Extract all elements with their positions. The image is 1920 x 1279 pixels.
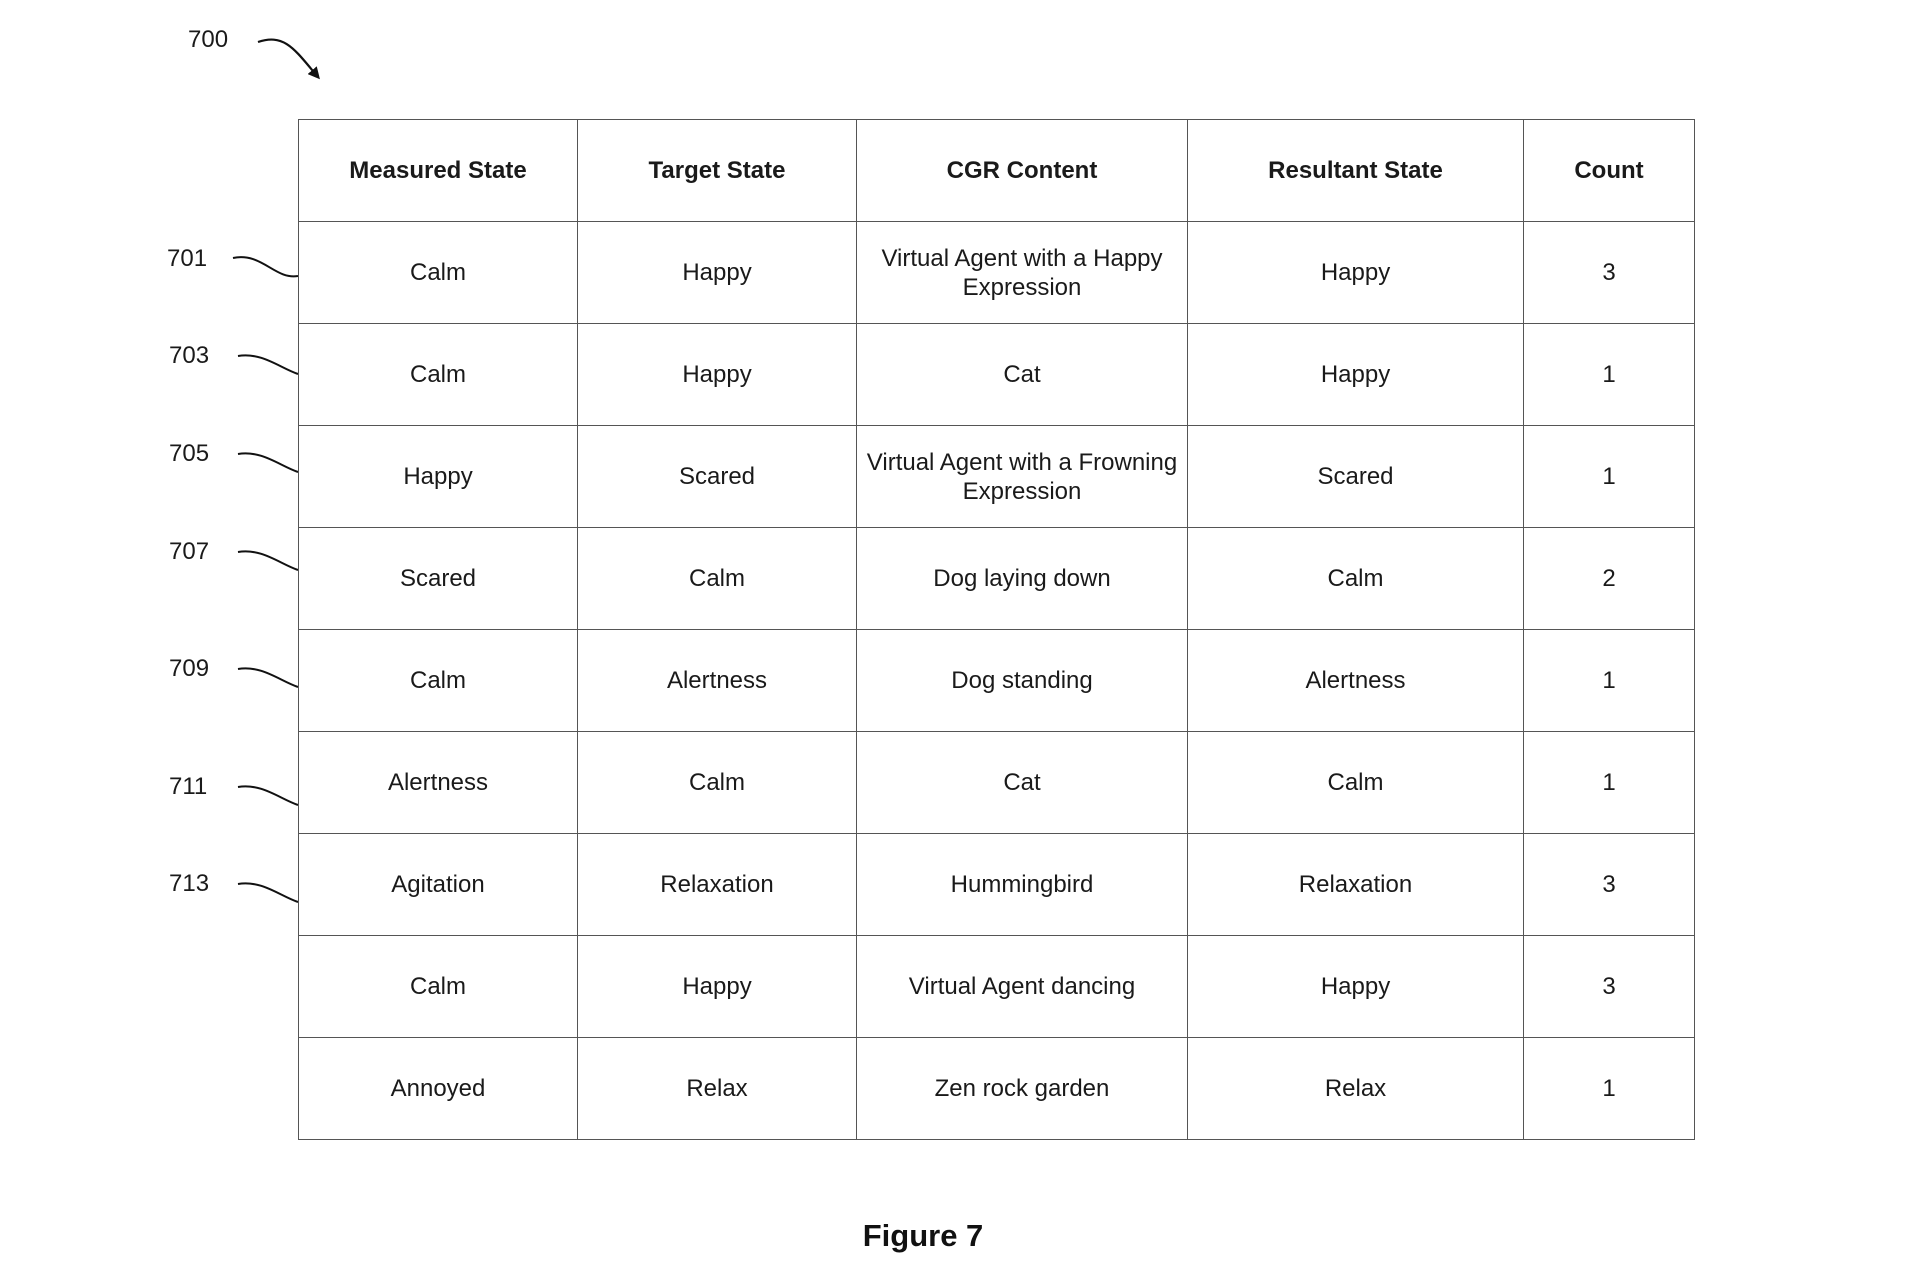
cgr-content-cell: Virtual Agent with a Happy Expression [857, 222, 1188, 324]
resultant-state-cell: Calm [1188, 528, 1524, 630]
measured-state-cell: Happy [299, 426, 578, 528]
resultant-state-cell: Relaxation [1188, 834, 1524, 936]
cgr-content-cell: Cat [857, 324, 1188, 426]
table-row [299, 222, 1695, 324]
row-reference-label: 709 [169, 655, 210, 682]
row-reference-label: 701 [167, 245, 208, 272]
count-cell: 1 [1524, 732, 1695, 834]
row-reference-label: 707 [169, 538, 210, 565]
measured-state-cell: Agitation [299, 834, 578, 936]
figure-reference-arrow [258, 40, 318, 77]
target-state-cell: Relax [578, 1038, 857, 1140]
table-row [299, 936, 1695, 1038]
figure-caption: Figure 7 [862, 1218, 984, 1253]
header-count: Count [1524, 120, 1695, 222]
resultant-state-cell: Alertness [1188, 630, 1524, 732]
measured-state-cell: Alertness [299, 732, 578, 834]
leader-line-705 [238, 453, 298, 472]
cgr-content-cell: Hummingbird [857, 834, 1188, 936]
measured-state-cell: Calm [299, 936, 578, 1038]
leader-line-707 [238, 551, 298, 570]
table-row [299, 426, 1695, 528]
leader-line-709 [238, 668, 298, 687]
resultant-state-cell: Relax [1188, 1038, 1524, 1140]
table-row [299, 528, 1695, 630]
figure-reference-label: 700 [188, 26, 229, 53]
count-cell: 1 [1524, 1038, 1695, 1140]
count-cell: 1 [1524, 426, 1695, 528]
row-reference-label: 703 [169, 342, 210, 369]
leader-line-703 [238, 355, 298, 374]
cgr-content-cell: Cat [857, 732, 1188, 834]
target-state-cell: Calm [578, 528, 857, 630]
count-cell: 1 [1524, 324, 1695, 426]
target-state-cell: Happy [578, 222, 857, 324]
target-state-cell: Alertness [578, 630, 857, 732]
target-state-cell: Relaxation [578, 834, 857, 936]
table-header-row [299, 120, 1695, 222]
resultant-state-cell: Happy [1188, 936, 1524, 1038]
row-reference-label: 711 [169, 773, 208, 800]
table-row [299, 1038, 1695, 1140]
cgr-content-cell: Dog laying down [857, 528, 1188, 630]
count-cell: 3 [1524, 936, 1695, 1038]
target-state-cell: Scared [578, 426, 857, 528]
resultant-state-cell: Calm [1188, 732, 1524, 834]
measured-state-cell: Calm [299, 630, 578, 732]
table-row [299, 630, 1695, 732]
measured-state-cell: Scared [299, 528, 578, 630]
resultant-state-cell: Happy [1188, 222, 1524, 324]
cgr-content-cell: Zen rock garden [857, 1038, 1188, 1140]
cgr-content-cell: Dog standing [857, 630, 1188, 732]
measured-state-cell: Calm [299, 222, 578, 324]
resultant-state-cell: Happy [1188, 324, 1524, 426]
count-cell: 2 [1524, 528, 1695, 630]
state-table [298, 119, 1695, 1140]
cgr-content-cell: Virtual Agent dancing [857, 936, 1188, 1038]
leader-line-713 [238, 883, 298, 902]
target-state-cell: Happy [578, 324, 857, 426]
table-row [299, 324, 1695, 426]
table-row [299, 732, 1695, 834]
header-cgr-content: CGR Content [857, 120, 1188, 222]
count-cell: 1 [1524, 630, 1695, 732]
target-state-cell: Happy [578, 936, 857, 1038]
count-cell: 3 [1524, 834, 1695, 936]
row-reference-label: 705 [169, 440, 210, 467]
count-cell: 3 [1524, 222, 1695, 324]
leader-line-711 [238, 786, 298, 805]
resultant-state-cell: Scared [1188, 426, 1524, 528]
leader-line-701 [233, 257, 298, 276]
row-reference-label: 713 [169, 870, 210, 897]
measured-state-cell: Annoyed [299, 1038, 578, 1140]
cgr-content-cell: Virtual Agent with a Frowning Expression [857, 426, 1188, 528]
header-measured-state: Measured State [299, 120, 578, 222]
header-target-state: Target State [578, 120, 857, 222]
table-row [299, 834, 1695, 936]
header-resultant-state: Resultant State [1188, 120, 1524, 222]
measured-state-cell: Calm [299, 324, 578, 426]
target-state-cell: Calm [578, 732, 857, 834]
